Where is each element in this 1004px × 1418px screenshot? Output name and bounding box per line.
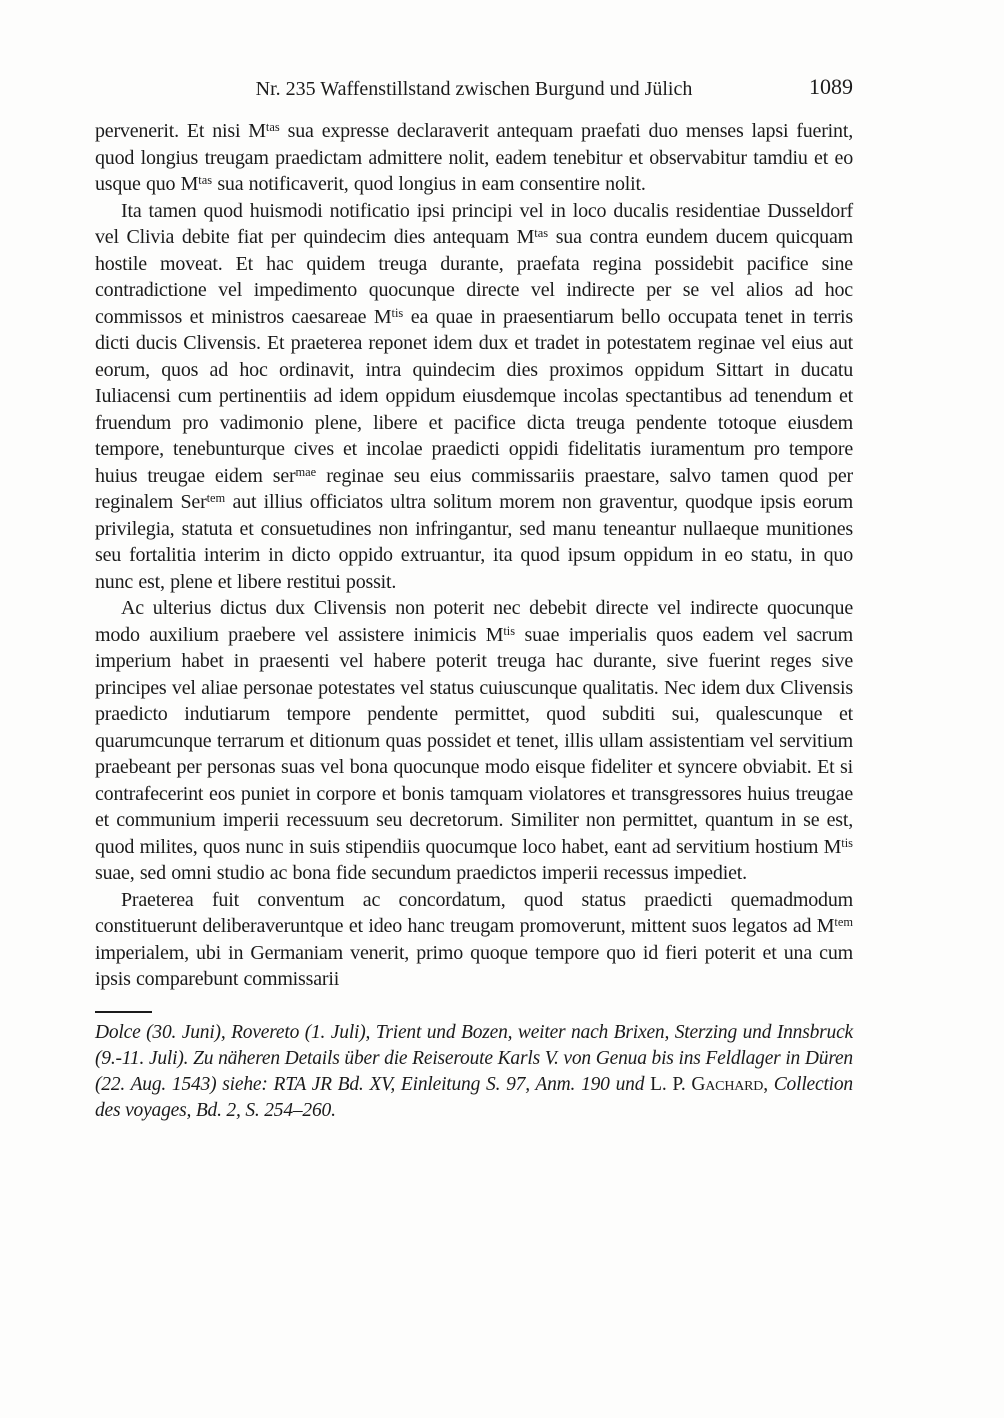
footnote-text: Dolce (30. Juni), Rovereto (1. Juli), Trient und Bozen, weiter nach Brixen, Sterzing und Innsbruck (9.-11. Juli). Zu näheren Details über die Reiseroute Karls V. von Genua bis ins Feldlager in Düren (22. Aug. 1543) siehe: RTA JR Bd. XV, Einleitung S. 97, Anm. 190 und L. P. Gachard, Collection des voyages, Bd. 2, S. 254–260. — [95, 1021, 853, 1121]
page-number: 1089 — [809, 74, 853, 99]
text-block — [95, 76, 853, 1124]
main-text — [95, 118, 853, 993]
paragraph-2: Ita tamen quod huismodi notificatio ipsi principi vel in loco ducalis residentiae Dusseldorf vel Clivia debite fiat per quindecim dies antequam $M^{tas}$ sua contra eundem ducem quicquam hostile moveat. Et hac quidem treuga durante, praefata regina possidebit pacifice sine contradictione vel impedimento quocunque directe vel indirecte per se vel alios ad hoc commissos et ministros caesareae $M^{tis}$ ea quae in praesentiarum bello occupata tenet in terris dicti ducis Clivensis. Et praeterea reponet idem dux et tradet in potestatem reginae vel eius aut eorum, quos ad hoc ordinavit, intra quindecim dies proximos oppidum Sittart in ducatu Iuliacensi cum pertinentiis ad idem oppidum eiusdemque incolas spectantibus ad tenendum et fruendum pro vadimonio plene, libere et pacifice dicta treuga pendente totoque eiusdem tempore, tenebunturque cives et incolae praedicti oppidi fidelitatis iuramentum pro tempore huius treugae eidem ser$^{mae}$ reginae seu eius commissariis praestare, salvo tamen quod per reginalem Ser$^{tem}$ aut illius officiatos ultra solitum morem non graventur, quodque ipsis eorum privilegia, statuta et consuetudines non infringantur, sed manu teneantur nullaeque munitiones seu fortalitia interim in dicto oppido extruantur, ita quod ipsum oppidum in eo statu, in quo nunc est, plene et libere restitui possit. — [95, 199, 854, 593]
paragraph-1: pervenerit. Et nisi $M^{tas}$ sua expresse declaraverit antequam praefati duo menses lapsi fuerint, quod longius treugam praedictam admittere nolit, eadem tenebitur et observabitur tamdiu et eo usque quo $M^{tas}$ sua notificaverit, quod longius in eam consentire nolit. — [95, 120, 853, 195]
paragraph-3: Ac ulterius dictus dux Clivensis non poterit nec debebit directe vel indirecte quocunque modo auxilium praebere vel assistere inimicis $M^{tis}$ suae imperialis quos eadem vel sacrum imperium habet in praesenti vel habere poterit treuga hac durante, sive fuerint reges sive principes vel aliae personae potestates vel status cuiuscunque qualitatis. Nec idem dux Clivensis praedicto indutiarum tempore pendente permittet, quod subditi sui, qualescunque et quarumcunque terrarum et ditionum quas possidet et tenet, illis ullam assistentiam vel servitium praebeant per personas suas vel bona quocunque modo eisque fideliter et syncere obviabit. Et si contrafecerint eos puniet in corpore et bonis tamquam violatores et transgressores huius treugae et communium imperii recessuum seu decretorum. Similiter non permittet, quantum in se est, quod milites, quos nunc in suis stipendiis quocumque loco habet, eant ad servitium hostium $M^{tis}$ suae, sed omni studio ac bona fide secundum praedictos imperii recessus impediet. — [95, 597, 853, 884]
running-head — [95, 76, 853, 102]
paragraph-4: Praeterea fuit conventum ac concordatum, quod status praedicti quemadmodum constituerunt deliberaveruntque et ideo hanc treugam promoverunt, mittent suos legatos ad $M^{tem}$ imperialem, ubi in Germaniam venerit, primo quoque tempore quo id fieri poterit et una cum ipsis comparebunt commissarii — [95, 888, 853, 990]
footnote-section — [95, 1011, 853, 1124]
footnote-rule — [95, 1011, 152, 1013]
running-head-title: Nr. 235 Waffenstillstand zwischen Burgund und Jülich — [255, 78, 693, 100]
